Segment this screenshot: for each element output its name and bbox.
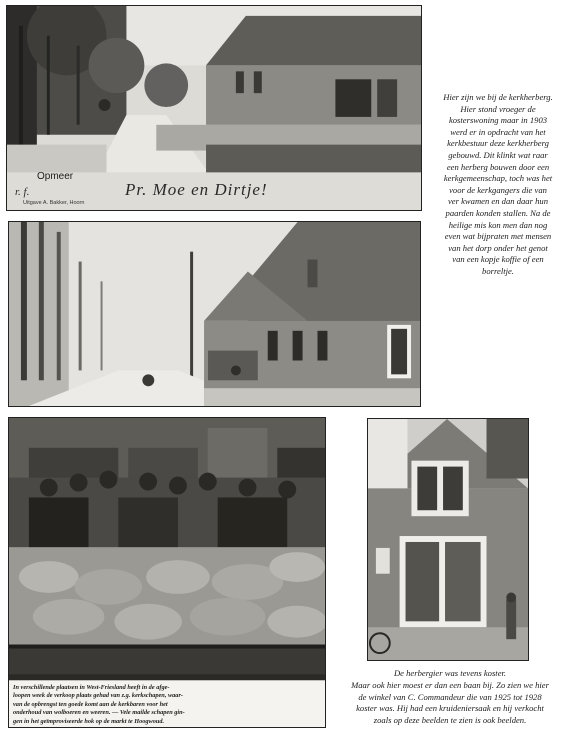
caption-line: De herbergier was tevens koster. <box>393 668 507 678</box>
caption-line: gebouwd. Dit klinkt wat raar <box>448 149 548 160</box>
side-caption <box>428 92 568 278</box>
place-label: Opmeer <box>37 171 74 182</box>
newspaper-line: van de opbrengst ten goede komt aan de kerkbaren voor het <box>13 700 168 708</box>
caption-line: ver kwamen en dan daar hun <box>447 196 548 207</box>
caption-line: Hier zijn we bij de kerkherberg. <box>443 92 553 102</box>
caption-line: voor de kerkgangers die van <box>449 184 547 195</box>
photo-sheep-market <box>8 417 326 728</box>
caption-line: de winkel van C. Commandeur die van 1925 tot 1928 <box>358 691 542 702</box>
caption-line: kerkgemeenschap, toch was het <box>443 173 553 184</box>
newspaper-caption <box>13 684 323 726</box>
newspaper-line: onderhoud van wolboeren en weeren. — Vele mailde schapen gin- <box>13 709 185 717</box>
newspaper-line: gen in het geïmproviseerde hok op de markt te Hoogwoud. <box>13 717 165 725</box>
caption-line: Maar ook hier moest er dan een baan bij. Zo zien we hier <box>351 679 549 690</box>
caption-line: paarden konden stallen. Na de <box>445 207 551 218</box>
sheep-market-illustration <box>9 418 325 727</box>
caption-line: heilige mis kon men dan nog <box>448 219 548 230</box>
photo-shop-commandeur <box>367 418 529 661</box>
caption-line: van een kopje koffie of een <box>452 254 544 265</box>
street-illustration <box>9 222 420 406</box>
caption-line: zoals op deze beelden te zien is ook beelden. <box>373 715 527 726</box>
caption-line: borreltje. <box>482 265 514 276</box>
photo-street-kerkherberg <box>8 221 421 407</box>
newspaper-line: loopen week de verkoop plaats gehad van z.g. kerkschapen, waar- <box>13 692 184 700</box>
caption-line: kosterswoning maar in 1903 <box>448 115 548 126</box>
caption-line: van het dorp onder het genot <box>448 242 548 253</box>
caption-line: werd er in opdracht van het <box>450 126 546 137</box>
publisher-credit: Uitgave A. Bakker, Hoorn <box>23 200 85 206</box>
bottom-caption <box>338 668 562 727</box>
caption-line: even wat bijpraten met mensen <box>444 231 552 242</box>
caption-line: koster was. Hij had een kruideniersaak en hij verkocht <box>356 703 544 714</box>
photo-postcard-opmeer <box>6 5 422 211</box>
caption-line: kerkbestuur deze kerkherberg <box>447 138 549 149</box>
shop-illustration <box>368 419 528 660</box>
newspaper-line: In verschillende plaatsen in West-Friesland heeft in de afge- <box>13 684 170 691</box>
caption-line: Hier stond vroeger de <box>460 103 536 114</box>
handwritten-greeting: Pr. Moe en Dirtje! <box>125 180 268 199</box>
handwritten-initials: r. f. <box>15 186 30 198</box>
caption-line: een herberg bouwen door een <box>446 161 550 172</box>
